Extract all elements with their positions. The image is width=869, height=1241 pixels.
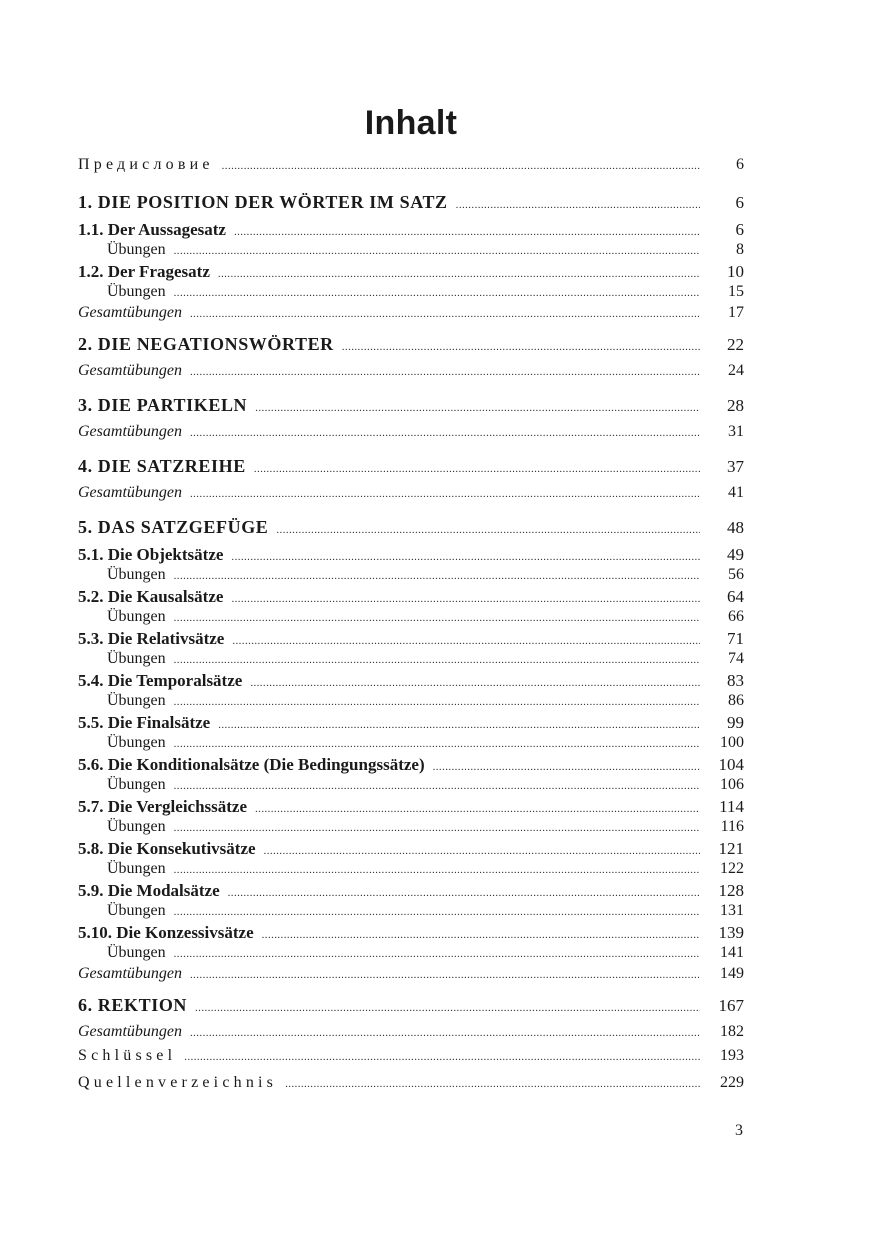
dot-leader: [174, 823, 700, 834]
dot-leader: [254, 464, 700, 475]
dot-leader: [190, 489, 700, 500]
dot-leader: [276, 525, 700, 536]
toc-entry-ch: [78, 518, 744, 546]
toc-entry-ge: [78, 363, 744, 387]
toc-entry-page: 10: [727, 262, 744, 281]
toc-entry-ub: [78, 609, 744, 630]
toc-entry-ch: [78, 335, 744, 363]
dot-leader: [218, 269, 700, 280]
toc-entry-title: 5.4. Die Temporalsätze: [78, 671, 243, 690]
toc-entry-page: 8: [736, 241, 744, 258]
toc-entry-fm: [78, 1075, 744, 1102]
toc-entry-ub: [78, 735, 744, 756]
toc-entry-page: 104: [718, 755, 744, 774]
toc-entry-sec: [78, 756, 744, 777]
toc-entry-page: 56: [728, 566, 744, 583]
toc-entry-page: 139: [718, 923, 744, 942]
toc-entry-title: Übungen: [107, 734, 166, 751]
toc-entry-sec: [78, 221, 744, 242]
toc-entry-ub: [78, 567, 744, 588]
toc-entry-page: 167: [718, 996, 744, 1015]
toc-entry-ub: [78, 284, 744, 305]
toc-entry-ub: [78, 945, 744, 966]
dot-leader: [174, 288, 700, 299]
toc-entry-page: 99: [727, 713, 744, 732]
toc-entry-title: 5.8. Die Konsekutivsätze: [78, 839, 256, 858]
toc-entry-title: 4. DIE SATZREIHE: [78, 456, 246, 476]
toc-entry-sec: [78, 546, 744, 567]
toc-entry-page: 193: [720, 1047, 744, 1064]
toc-entry-ch: [78, 996, 744, 1024]
toc-entry-title: Quellenverzeichnis: [78, 1074, 278, 1091]
dot-leader: [174, 613, 700, 624]
toc-entry-sec: [78, 924, 744, 945]
dot-leader: [262, 930, 700, 941]
toc-entry-page: 121: [718, 839, 744, 858]
toc-entry-ub: [78, 861, 744, 882]
dot-leader: [174, 697, 700, 708]
toc-entry-page: 28: [727, 396, 744, 415]
toc-entry-sec: [78, 882, 744, 903]
dot-leader: [231, 594, 700, 605]
dot-leader: [264, 846, 700, 857]
toc-entry-title: Übungen: [107, 692, 166, 709]
toc-entry-sec: [78, 840, 744, 861]
dot-leader: [222, 161, 700, 172]
dot-leader: [456, 200, 700, 211]
toc-entry-page: 41: [728, 484, 744, 501]
toc-entry-ub: [78, 903, 744, 924]
toc-entry-title: 2. DIE NEGATIONSWÖRTER: [78, 334, 334, 354]
toc-entry-title: Übungen: [107, 566, 166, 583]
dot-leader: [228, 888, 700, 899]
toc-entry-page: 64: [727, 587, 744, 606]
dot-leader: [190, 309, 700, 320]
toc-entry-title: Übungen: [107, 283, 166, 300]
toc-entry-title: 5. DAS SATZGEFÜGE: [78, 517, 269, 537]
toc-entry-sec: [78, 630, 744, 651]
dot-leader: [174, 865, 700, 876]
toc-entry-ch: [78, 193, 744, 221]
toc-entry-page: 131: [720, 902, 744, 919]
dot-leader: [174, 655, 700, 666]
dot-leader: [255, 804, 700, 815]
dot-leader: [174, 246, 700, 257]
dot-leader: [174, 907, 700, 918]
toc-entry-title: Gesamtübungen: [78, 1023, 182, 1040]
dot-leader: [250, 678, 700, 689]
toc-entry-ge: [78, 485, 744, 509]
toc-entry-page: 6: [735, 220, 744, 239]
toc-entry-sec: [78, 263, 744, 284]
dot-leader: [190, 970, 700, 981]
toc-entry-title: Übungen: [107, 860, 166, 877]
toc-entry-page: 83: [727, 671, 744, 690]
toc-entry-fm: [78, 1048, 744, 1075]
toc-entry-title: Gesamtübungen: [78, 965, 182, 982]
dot-leader: [174, 571, 700, 582]
toc-entry-page: 116: [720, 818, 744, 835]
toc-entry-page: 6: [736, 156, 744, 173]
toc-entry-title: Gesamtübungen: [78, 304, 182, 321]
toc-entry-page: 17: [728, 304, 744, 321]
toc-entry-title: Übungen: [107, 650, 166, 667]
dot-leader: [190, 367, 700, 378]
toc-entry-title: Gesamtübungen: [78, 484, 182, 501]
toc-entry-page: 31: [728, 423, 744, 440]
toc-entry-ub: [78, 819, 744, 840]
toc-entry-page: 6: [735, 193, 744, 212]
dot-leader: [231, 552, 700, 563]
dot-leader: [218, 720, 700, 731]
dot-leader: [190, 428, 700, 439]
toc-entry-page: 22: [727, 335, 744, 354]
toc-entry-page: 128: [718, 881, 744, 900]
toc-entry-page: 122: [720, 860, 744, 877]
toc-entry-page: 100: [720, 734, 744, 751]
toc-entry-page: 15: [728, 283, 744, 300]
toc-entry-page: 229: [720, 1074, 744, 1091]
toc-entry-title: Übungen: [107, 776, 166, 793]
toc-entry-title: 5.9. Die Modalsätze: [78, 881, 220, 900]
toc-entry-ge: [78, 305, 744, 326]
toc-entry-title: 5.2. Die Kausalsätze: [78, 587, 224, 606]
toc-entry-ub: [78, 777, 744, 798]
toc-entry-ge: [78, 966, 744, 987]
toc-entry-page: 86: [728, 692, 744, 709]
dot-leader: [184, 1052, 700, 1063]
toc-entry-title: 3. DIE PARTIKELN: [78, 395, 248, 415]
dot-leader: [174, 739, 700, 750]
toc-entry-title: 5.5. Die Finalsätze: [78, 713, 211, 732]
toc-entry-title: 1.1. Der Aussagesatz: [78, 220, 226, 239]
toc-entry-ub: [78, 242, 744, 263]
toc-entry-page: 149: [720, 965, 744, 982]
page-number: 3: [735, 1122, 743, 1139]
toc-entry-fm: [78, 157, 744, 184]
dot-leader: [174, 949, 700, 960]
toc-entry-sec: [78, 798, 744, 819]
toc-entry-ge: [78, 1024, 744, 1048]
dot-leader: [190, 1028, 700, 1039]
toc-entry-page: 182: [720, 1023, 744, 1040]
toc-entry-ge: [78, 424, 744, 448]
table-of-contents: [78, 157, 744, 1102]
toc-entry-sec: [78, 588, 744, 609]
toc-entry-sec: [78, 672, 744, 693]
toc-entry-title: Schlüssel: [78, 1047, 177, 1064]
dot-leader: [433, 762, 700, 773]
toc-entry-ch: [78, 396, 744, 424]
toc-entry-title: Übungen: [107, 241, 166, 258]
toc-entry-page: 37: [727, 457, 744, 476]
toc-entry-title: Übungen: [107, 608, 166, 625]
toc-entry-title: Предисловие: [78, 156, 214, 173]
toc-entry-ub: [78, 693, 744, 714]
toc-entry-title: 5.3. Die Relativsätze: [78, 629, 225, 648]
toc-entry-title: 5.10. Die Konzessivsätze: [78, 923, 254, 942]
toc-entry-page: 48: [727, 518, 744, 537]
toc-entry-title: 1.2. Der Fragesatz: [78, 262, 210, 281]
toc-entry-ub: [78, 651, 744, 672]
dot-leader: [255, 403, 700, 414]
toc-entry-title: 1. DIE POSITION DER WÖRTER IM SATZ: [78, 192, 448, 212]
toc-entry-page: 74: [728, 650, 744, 667]
dot-leader: [232, 636, 700, 647]
toc-entry-ch: [78, 457, 744, 485]
toc-entry-page: 71: [727, 629, 744, 648]
dot-leader: [342, 342, 700, 353]
toc-entry-title: Gesamtübungen: [78, 362, 182, 379]
toc-entry-page: 66: [728, 608, 744, 625]
toc-entry-title: 5.7. Die Vergleichssätze: [78, 797, 248, 816]
toc-entry-title: Übungen: [107, 902, 166, 919]
toc-entry-title: 5.1. Die Objektsätze: [78, 545, 224, 564]
toc-entry-title: Übungen: [107, 944, 166, 961]
toc-entry-title: 5.6. Die Konditionalsätze (Die Bedingungssätze): [78, 755, 425, 774]
toc-entry-title: 6. REKTION: [78, 995, 188, 1015]
toc-entry-title: Gesamtübungen: [78, 423, 182, 440]
page-title: Inhalt: [364, 104, 458, 142]
toc-entry-page: 141: [720, 944, 744, 961]
toc-entry-page: 24: [728, 362, 744, 379]
toc-entry-page: 49: [727, 545, 744, 564]
dot-leader: [285, 1079, 700, 1090]
toc-entry-page: 106: [720, 776, 744, 793]
dot-leader: [195, 1003, 700, 1014]
toc-entry-title: Übungen: [107, 818, 166, 835]
dot-leader: [234, 227, 700, 238]
toc-entry-sec: [78, 714, 744, 735]
toc-entry-page: 114: [719, 797, 744, 816]
dot-leader: [174, 781, 700, 792]
